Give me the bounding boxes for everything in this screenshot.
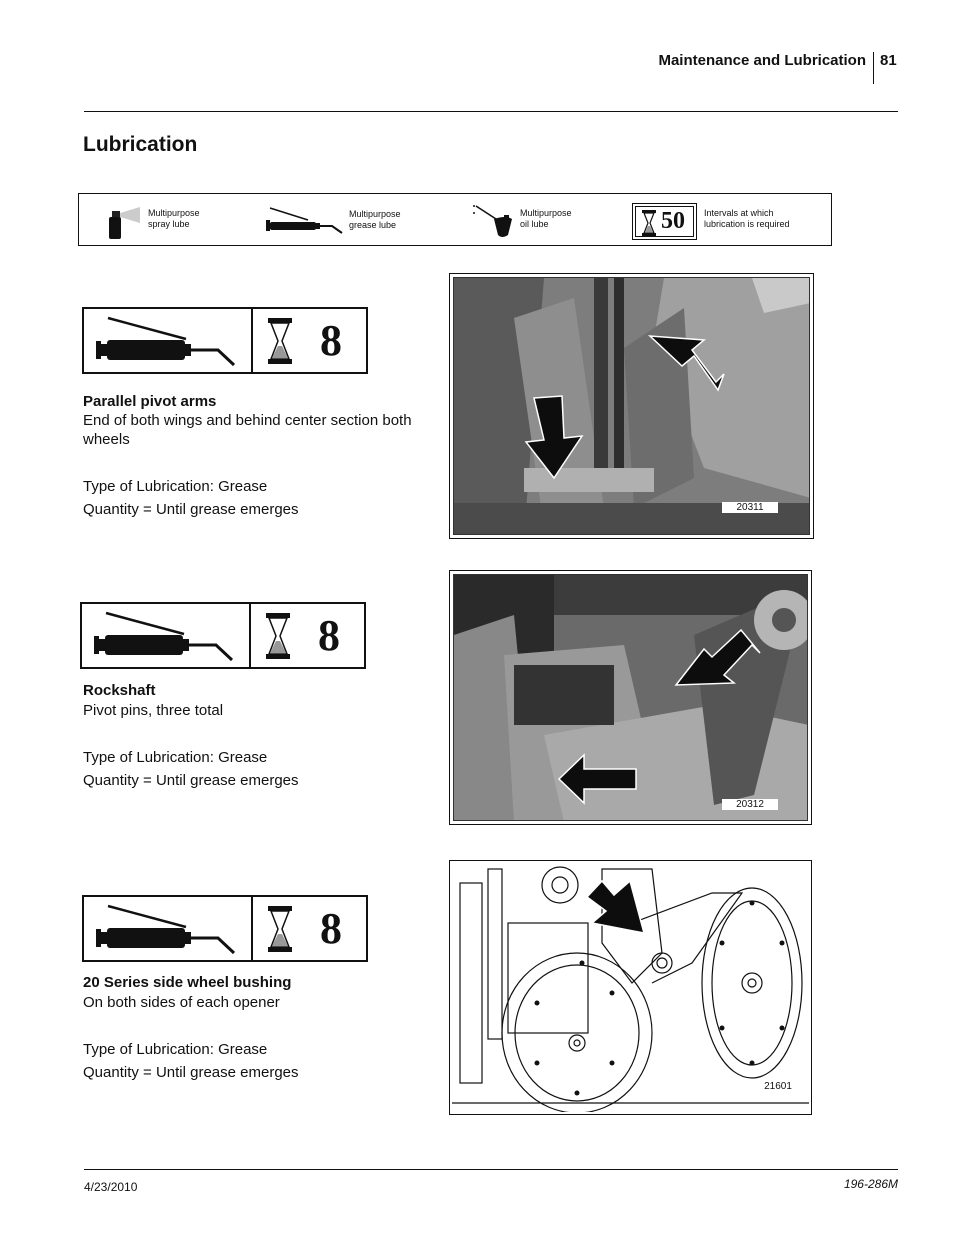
machine-photo: [454, 278, 810, 535]
photo-number: 20312: [722, 799, 778, 810]
lubrication-quantity: Quantity = Until grease emerges: [83, 772, 299, 789]
photo-number: 20311: [722, 502, 778, 513]
lubrication-quantity: Quantity = Until grease emerges: [83, 501, 299, 518]
section-description: On both sides of each opener: [83, 994, 280, 1011]
interval-hours: 8: [320, 316, 342, 365]
illustration-side-wheel-bushing: [449, 860, 812, 1115]
spray-can-icon: [106, 205, 142, 239]
grease-gun-icon: [262, 205, 346, 235]
oil-can-icon: [472, 203, 516, 241]
lube-symbol-2: [80, 602, 366, 669]
footer-doc-number: 196-286M: [843, 1177, 898, 1191]
section-description: Pivot pins, three total: [83, 702, 224, 719]
line-drawing: [452, 863, 809, 1112]
section-title: 20 Series side wheel bushing: [83, 974, 292, 991]
machine-photo: [454, 575, 808, 821]
photo-number: 21601: [750, 1081, 806, 1092]
hourglass-icon: [268, 906, 292, 952]
hourglass-icon: [266, 613, 290, 659]
page-number: 81: [880, 52, 897, 69]
lubrication-type: Type of Lubrication: Grease: [83, 749, 268, 766]
legend-interval-value: 50: [661, 208, 685, 234]
section-description: End of both wings and behind center section both wheels: [83, 412, 412, 448]
legend-oil-label: Multipurpose oil lube: [520, 208, 572, 229]
section-title: Parallel pivot arms: [83, 393, 217, 410]
legend-spray-label: Multipurpose spray lube: [148, 208, 200, 229]
legend-interval-label: Intervals at which lubrication is required: [704, 208, 790, 229]
section-title: Rockshaft: [83, 682, 156, 699]
legend-grease-label: Multipurpose grease lube: [349, 209, 401, 230]
page-title: Lubrication: [83, 133, 198, 156]
lubrication-type: Type of Lubrication: Grease: [83, 1041, 268, 1058]
lube-symbol-3: [82, 895, 368, 962]
photo-parallel-pivot-arms: [449, 273, 814, 539]
interval-symbol: [632, 203, 697, 240]
lubrication-quantity: Quantity = Until grease emerges: [83, 1064, 299, 1081]
hourglass-icon: [642, 210, 656, 236]
interval-hours: 8: [318, 611, 340, 660]
lube-symbol-1: [82, 307, 368, 374]
hourglass-icon: [268, 318, 292, 364]
footer-rule: [84, 1169, 898, 1170]
footer-date: 4/23/2010: [84, 1180, 138, 1194]
header-rule: [84, 111, 898, 112]
header-divider: [873, 52, 874, 84]
header-title: Maintenance and Lubrication: [658, 52, 866, 69]
lubrication-type: Type of Lubrication: Grease: [83, 478, 268, 495]
interval-hours: 8: [320, 904, 342, 953]
photo-rockshaft: [449, 570, 812, 825]
